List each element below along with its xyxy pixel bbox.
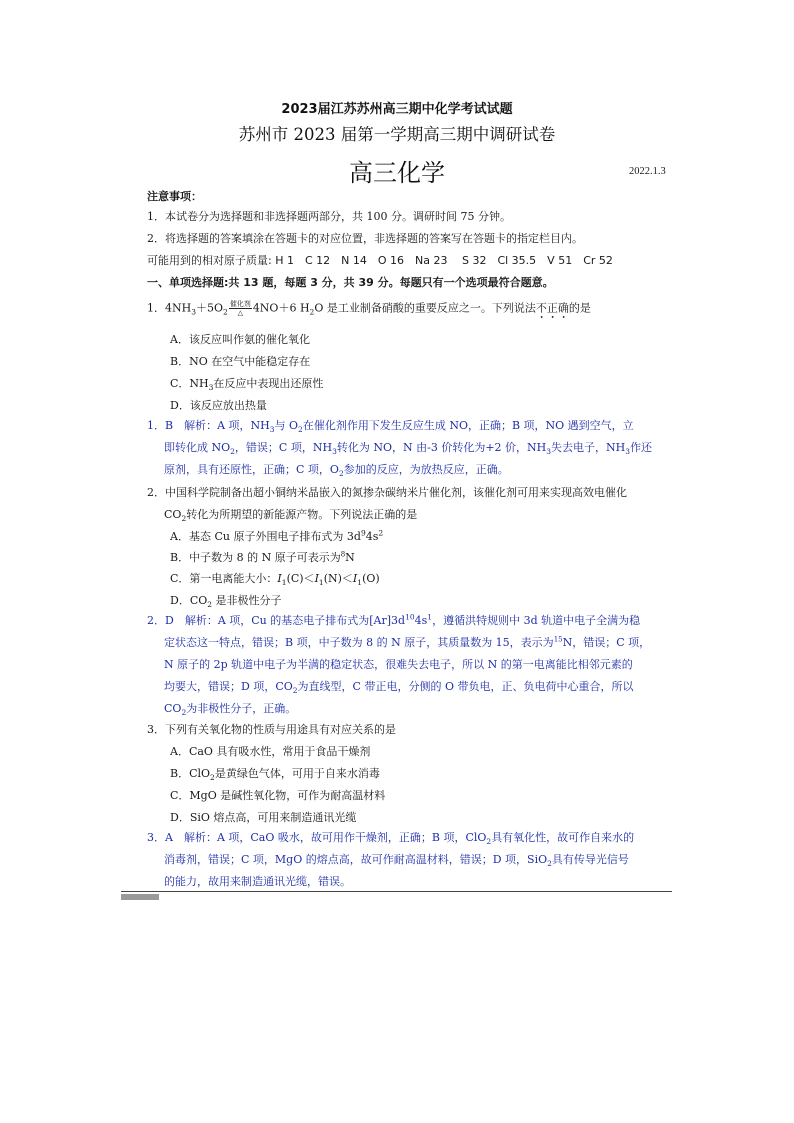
note-item-1: 1．本试卷分为选择题和非选择题两部分，共 100 分。调研时间 75 分钟。 <box>147 210 511 223</box>
q3-answer-line-1: 3．A 解析：A 项，CaO 吸水，故可用作干燥剂，正确；B 项，ClO$_2$具有氧化性，故可作自来水的 <box>147 831 635 847</box>
q1-option-a: A．该反应叫作氨的催化氧化 <box>170 333 310 346</box>
q2-option-c: C．第一电离能大小：$I_1(C)<I_1(N)<I_1(O)$ <box>170 572 380 588</box>
q3-answer-line-3: 的能力，故用来制造通讯光缆，错误。 <box>164 875 351 888</box>
q2-option-a: A．基态 Cu 原子外围电子排布式为 $3d^94s^2$ <box>170 528 384 543</box>
document-title: 2023届江苏苏州高三期中化学考试试题 <box>281 102 513 117</box>
note-item-2: 2．将选择题的答案填涂在答题卡的对应位置，非选择题的答案写在答题卡的指定栏目内。 <box>147 232 583 245</box>
reaction-condition: $\frac{\text{催化剂}}{\triangle}$ <box>229 300 251 317</box>
q3-option-d: D．SiO 熔点高，可用来制造通讯光缆 <box>170 811 357 824</box>
section-heading: 一、单项选择题:共 13 题，每题 3 分，共 39 分。每题只有一个选项最符合题意。 <box>147 276 554 289</box>
q2-answer-line-3: N 原子的 2p 轨道中电子为半满的稳定状态，很难失去电子，所以 N 的第一电离能比相邻元素的 <box>164 658 633 671</box>
q1-option-b: B．NO 在空气中能稳定存在 <box>170 355 311 368</box>
q3-option-a: A．CaO 具有吸水性，常用于食品干燥剂 <box>170 745 371 758</box>
q2-option-b: B．中子数为 8 的 N 原子可表示为$^8$N <box>170 550 355 564</box>
q1-answer-line-1: 1．B 解析：A 项，$NH_3$与 $O_2$在催化剂作用下发生反应生成 NO，正确；B 项，NO 遇到空气，立 <box>147 419 634 435</box>
q2-option-d: D．$CO_2$ 是非极性分子 <box>170 594 282 610</box>
horizontal-scrollbar-thumb[interactable] <box>121 894 159 900</box>
page-bottom-divider <box>121 891 672 892</box>
q3-option-c: C．MgO 是碱性氧化物，可作为耐高温材料 <box>170 789 386 802</box>
question-2-stem-2: $CO_2$转化为所期望的新能源产物。下列说法正确的是 <box>164 508 418 524</box>
q2-answer-line-1: 2．D 解析：A 项，Cu 的基态电子排布式为$[Ar]3d^{10}4s^1$，遵循洪特规则中 3d 轨道中电子全满为稳 <box>147 612 641 627</box>
q2-answer-line-5: $CO_2$为非极性分子，正确。 <box>164 702 297 718</box>
q2-answer-line-2: 定状态这一特点，错误；B 项，中子数为 8 的 N 原子，其质量数为 15，表示为$^{15}$N，错误；C 项， <box>164 635 651 649</box>
q1-option-d: D．该反应放出热量 <box>170 399 267 412</box>
exam-date: 2022.1.3 <box>629 166 666 177</box>
question-2-stem-1: 2．中国科学院制备出超小铜纳米晶嵌入的氮掺杂碳纳米片催化剂，该催化剂可用来实现高效电催化 <box>147 486 627 499</box>
q3-option-b: B．ClO$_2$是黄绿色气体，可用于自来水消毒 <box>170 767 380 783</box>
notes-heading: 注意事项： <box>147 190 202 203</box>
emphasis-text: 不正确 <box>535 301 569 315</box>
question-3-stem: 3．下列有关氧化物的性质与用途具有对应关系的是 <box>147 723 396 736</box>
exam-subtitle: 苏州市 2023 届第一学期高三期中调研试卷 <box>238 125 556 144</box>
q1-answer-line-3: 原剂，具有还原性，正确；C 项，$O_2$参加的反应，为放热反应，正确。 <box>164 463 509 479</box>
atomic-masses: 可能用到的相对原子质量: H 1 C 12 N 14 O 16 Na 23 S 32 Cl 35.5 V 51 Cr 52 <box>147 254 613 267</box>
subject-title: 高三化学 <box>349 159 445 187</box>
q2-answer-line-4: 均要大，错误；D 项，$CO_2$为直线型，C 带正电，分侧的 O 带负电，正、负电荷中心重合，所以 <box>164 680 634 696</box>
q3-answer-line-2: 消毒剂，错误；C 项，MgO 的熔点高，故可作耐高温材料，错误；D 项，SiO$_2$具有传导光信号 <box>164 853 629 869</box>
q1-option-c: C．$NH_3$在反应中表现出还原性 <box>170 377 324 393</box>
question-1-stem: 1．$4NH_3+5O_2$ $\frac{\text{催化剂}}{\triangle}$ 4NO＋6 $H_2O$ 是工业制备硝酸的重要反应之一。下列说法不正确的是 <box>147 300 591 317</box>
q1-answer-line-2: 即转化成 $NO_2$，错误；C 项，$NH_3$转化为 NO，N 由-3 价转化为+2 价，$NH_3$失去电子，$NH_3$作还 <box>164 441 653 457</box>
